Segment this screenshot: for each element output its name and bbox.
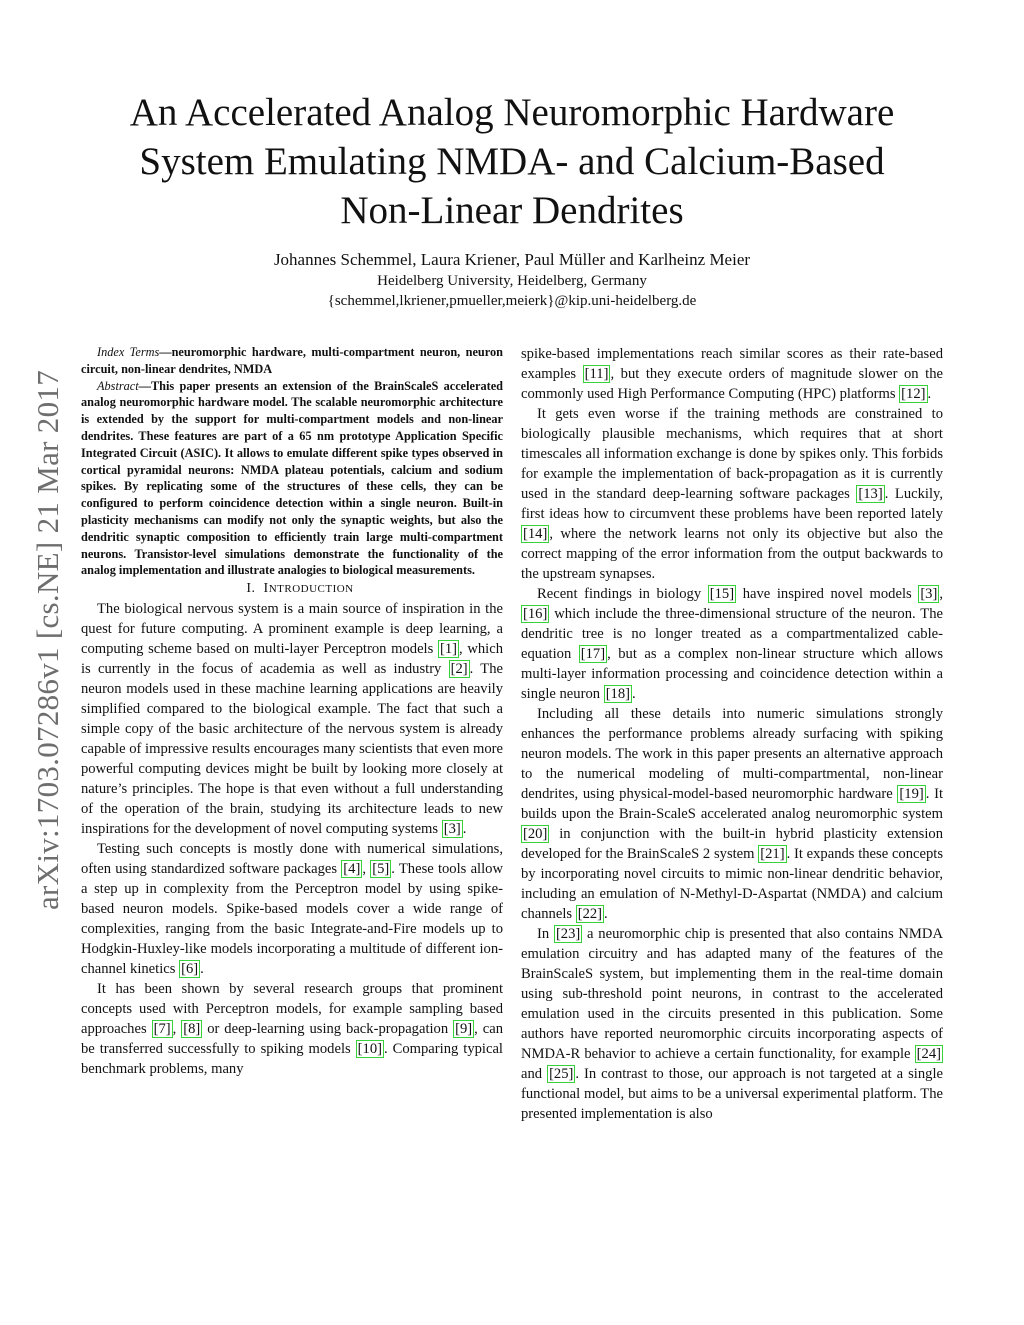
paragraph-text: In: [537, 926, 554, 942]
paragraph-text: which include the three-dimensional structure of the neuron. The dendritic tree is no longer treated as a compartmentalized cable-equation: [521, 606, 943, 662]
citation-link[interactable]: [15]: [709, 586, 735, 602]
title-line: Non-Linear Dendrites: [340, 189, 684, 232]
citation-link[interactable]: [12]: [901, 386, 926, 402]
paragraph: [521, 404, 943, 584]
paragraph-text: in conjunction with the built-in hybrid plasticity extension developed for the BrainScaleS 2 system: [521, 826, 943, 862]
index-terms-label: Index Terms: [97, 345, 160, 359]
paragraph-text: , which is currently in the focus of academia as well as industry: [81, 641, 503, 678]
citation-link[interactable]: [1]: [439, 641, 457, 658]
paragraph-text: ,: [362, 861, 371, 878]
paragraph-text: .: [927, 386, 932, 402]
section-heading-introduction: [81, 579, 503, 599]
paragraph-text: .: [200, 961, 204, 978]
citation-link[interactable]: [5]: [372, 861, 390, 878]
section-number: I.: [246, 581, 256, 597]
arxiv-identifier-stamp: arXiv:1703.07286v1 [cs.NE] 21 Mar 2017: [30, 369, 65, 911]
paragraph-text: , where the network learns not only its objective but also the correct mapping of the error information from the output backwards to the upstream synapses.: [521, 526, 943, 582]
section-title-initial: I: [263, 581, 269, 597]
paragraph-text: .: [632, 686, 636, 702]
author-list: Johannes Schemmel, Laura Kriener, Paul Müller and Karlheinz Meier: [273, 250, 751, 269]
author-emails: {schemmel,lkriener,pmueller,meierk}@kip.uni-heidelberg.de: [327, 293, 697, 309]
paragraph-text: . These tools allow a step up in complexity from the Perceptron model by using spike-based neuron models. Spike-based models cover a wide range of complexities, ranging from the basic Integrate-and-Fire models up to Hodgkin-Huxley-like models incorporating a multitude of different ion-channel kinetics: [81, 861, 504, 978]
index-terms: [81, 344, 503, 378]
paragraph-text: spike-based implementations reach similar scores as their rate-based examples: [521, 346, 943, 382]
paragraph-text: Including all these details into numeric simulations strongly enhances the performance problems already surfacing with spiking neuron models. The work in this paper presents an alternative approach to the numerical modeling of multi-compartmental, non-linear dendrites, using physical-model-based neuromorphic hardware: [521, 706, 943, 802]
citation-link[interactable]: [8]: [183, 1021, 201, 1038]
citation-link[interactable]: [21]: [760, 846, 785, 862]
paragraph-text: , but as a complex non-linear structure which allows multi-layer information processing and coincidence detection within a single neuron: [521, 646, 943, 702]
citation-link[interactable]: [2]: [450, 661, 468, 678]
paragraph: [521, 584, 943, 704]
abstract-label: Abstract: [97, 378, 139, 393]
citation-link[interactable]: [24]: [916, 1046, 941, 1062]
citation-link[interactable]: [6]: [181, 961, 199, 978]
paragraph-text: a neuromorphic chip is presented that also contains NMDA emulation circuitry and has adapted many of the features of the BrainScaleS system, but implementing them in the real-time domain using sub-threshold point neurons, in contrast to the accelerated emulation used in the circuits presented in this publication. Some authors have reported neuromorphic circuits incorporating aspects of NMDA-R behavior to achieve a certain functionality, for example: [521, 926, 943, 1062]
paragraph-text: . Luckily, first ideas how to circumvent these problems have been reported lately: [521, 486, 944, 522]
citation-link[interactable]: [23]: [555, 926, 581, 942]
paragraph-text: It has been shown by several research groups that prominent concepts used with Perceptron models, for example sampling based approaches: [81, 981, 503, 1038]
citation-link[interactable]: [3]: [443, 821, 461, 838]
citation-link[interactable]: [20]: [523, 826, 548, 842]
left-column: [81, 344, 503, 1079]
citation-link[interactable]: [11]: [584, 366, 609, 382]
index-terms-text: —neuromorphic hardware, multi-compartment neuron, neuron circuit, non-linear dendrites, NMDA: [81, 345, 503, 376]
paragraph: [81, 979, 503, 1079]
citation-link[interactable]: [7]: [153, 1021, 171, 1038]
citation-link[interactable]: [25]: [549, 1066, 574, 1082]
citation-link[interactable]: [9]: [455, 1021, 473, 1038]
paragraph-text: . It builds upon the Brain-ScaleS accelerated analog neuromorphic system: [521, 786, 944, 822]
paragraph-text: and: [521, 1066, 548, 1082]
paragraph-text: have inspired novel models: [736, 586, 919, 602]
paragraph-text: .: [462, 821, 467, 838]
paragraph-text: ,: [939, 586, 943, 602]
affiliation: Heidelberg University, Heidelberg, Germany: [377, 273, 647, 289]
paper-title: [80, 88, 944, 235]
citation-link[interactable]: [16]: [523, 606, 548, 622]
citation-link[interactable]: [3]: [920, 586, 938, 602]
paragraph-text: .: [604, 906, 608, 922]
title-line: An Accelerated Analog Neuromorphic Hardware: [129, 91, 895, 134]
citation-link[interactable]: [10]: [357, 1041, 382, 1058]
paragraph-text: . In contrast to those, our approach is not targeted at a single functional model, but aims to be a universal experimental platform. The presented implementation is also: [521, 1066, 943, 1122]
paragraph-text: It gets even worse if the training methods are constrained to biologically plausible mechanisms, which requires that at short timescales all information exchange is done by spikes only. This forbids for example the implementation of back-propagation as it is currently used in the standard deep-learning software packages: [521, 406, 943, 502]
abstract: [81, 378, 503, 580]
paragraph-text: , but they execute orders of magnitude slower on the commonly used High Performance Computing (HPC) platforms: [521, 366, 943, 402]
citation-link[interactable]: [17]: [580, 646, 606, 662]
citation-link[interactable]: [18]: [605, 686, 631, 702]
paragraph: [81, 599, 503, 839]
paragraph: [521, 704, 943, 924]
title-line: System Emulating NMDA- and Calcium-Based: [139, 140, 885, 183]
paragraph-text: . It expands these concepts by incorporating novel circuits to mimic non-linear dendritic behavior, including an emulation of N-Methyl-D-Aspartat (NMDA) and calcium channels: [521, 846, 943, 922]
citation-link[interactable]: [19]: [899, 786, 924, 802]
paragraph-text: The biological nervous system is a main source of inspiration in the quest for future computing. A prominent example is deep learning, a computing scheme based on multi-layer Perceptron models: [81, 601, 503, 658]
citation-link[interactable]: [13]: [858, 486, 883, 502]
paragraph: [521, 924, 943, 1124]
citation-link[interactable]: [4]: [343, 861, 361, 878]
paragraph-text: . Comparing typical benchmark problems, many: [81, 1041, 503, 1078]
paragraph: [81, 839, 503, 979]
citation-link[interactable]: [22]: [577, 906, 603, 922]
paragraph-text: . The neuron models used in these machine learning applications are heavily simplified compared to the biological example. The fact that such a simple copy of the basic architecture of the nervous system is already capable of impressive results encourages many scientists that even more powerful computing devices might be built by looking more closely at nature’s principles. The hope is that even without a full understanding of the operation of the brain, studying its architecture leads to new inspirations for the development of novel computing systems: [81, 661, 503, 838]
right-column: [521, 344, 943, 1124]
citation-link[interactable]: [14]: [523, 526, 548, 542]
abstract-text: —This paper presents an extension of the BrainScaleS accelerated analog neuromorphic hardware model. The scalable neuromorphic architecture is extended by the support for multi-compartment models and non-linear dendrites. These features are part of a 65 nm prototype Application Specific Integrated Circuit (ASIC). It allows to emulate different spike types observed in cortical pyramidal neurons: NMDA plateau potentials, calcium and sodium spikes. By replicating some of the structures of these cells, they can be configured to perform coincidence detection within a single neuron. Built-in plasticity mechanisms can modify not only the synaptic weights, but also the dendritic synaptic composition to efficiently train large multi-compartment neurons. Transistor-level simulations demonstrate the functionality of the analog implementation and illustrate analogies to biological measurements.: [81, 378, 503, 578]
section-title-rest: NTRODUCTION: [268, 583, 354, 596]
paragraph-text: or deep-learning using back-propagation: [202, 1021, 454, 1038]
paragraph-text: ,: [172, 1021, 182, 1038]
paragraph-text: Recent findings in biology: [537, 586, 708, 602]
paragraph-text: , can be transferred successfully to spiking models: [81, 1021, 503, 1058]
paragraph: [521, 344, 943, 404]
paragraph-text: Testing such concepts is mostly done with numerical simulations, often using standardized software packages: [81, 841, 503, 878]
